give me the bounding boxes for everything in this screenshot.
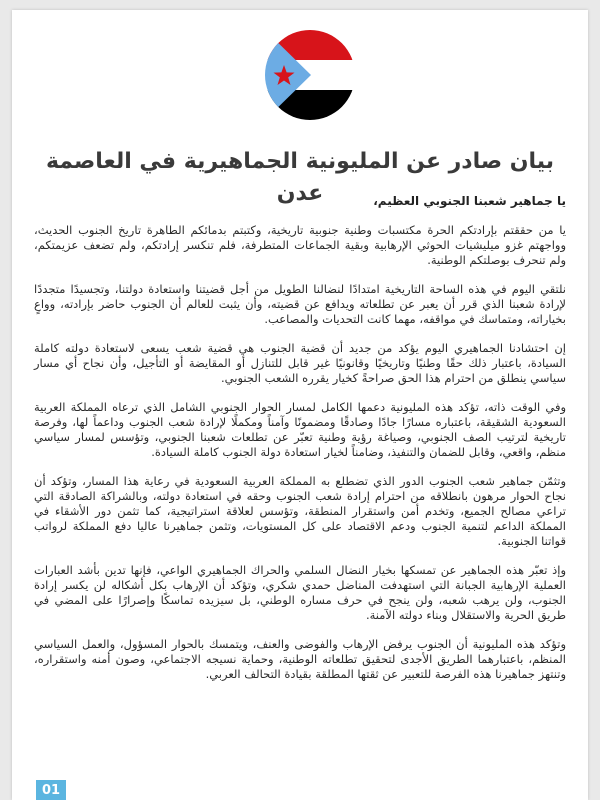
paragraph: وإذ تعبّر هذه الجماهير عن تمسكها بخيار النضال السلمي والحراك الجماهيري الواعي، فإنها تدين بأشد العبارات العملية الإرهابية الجبانة التي استهدفت المناضل حمدي شكري، وتؤكد أن الإرهاب بكل أشكاله لن يكسر إرادة الجنوب، ولن يرهب شعبه، ولن ينجح في حرف مساره الوطني، بل سيزيده تماسكًا وإصرارًا على المضي في طريق الحرية والاستقلال وبناء دولته الآمنة. [34, 563, 566, 622]
paragraph: نلتقي اليوم في هذه الساحة التاريخية امتدادًا لنضالنا الطويل من أجل قضيتنا واستعادة دولتنا، وتجسيدًا متجددًا لإرادة شعبنا الذي قرر أن يعبر عن تطلعاته ويدافع عن قضيته، وأن يثبت للعالم أن الجنوب حاضر بإرادته، وواعٍ بخياراته، ومتماسك في مواقفه، مهما كانت التحديات والمصاعب. [34, 282, 566, 326]
greeting: يا جماهير شعبنا الجنوبي العظيم، [373, 194, 566, 208]
paragraph: إن احتشادنا الجماهيري اليوم يؤكد من جديد أن قضية الجنوب هي قضية شعب يسعى لاستعادة دولته كاملة السيادة، باعتبار ذلك حقًا وطنيًا وتاريخيًا وقانونيًا غير قابل للتنازل أو المقايضة أو التأجيل، وأن نجاح أي مسار سياسي ينطلق من احترام هذا الحق صراحةً كخيار يقرره الشعب الجنوبي. [34, 341, 566, 385]
paragraph: وتؤكد هذه المليونية أن الجنوب يرفض الإرهاب والفوضى والعنف، ويتمسك بالحوار المسؤول، والعمل السياسي المنظم، باعتبارهما الطريق الأجدى لتحقيق تطلعاته الوطنية، وحماية نسيجه الاجتماعي، وصون أمنه واستقراره، وتنتهز جماهيرنا هذه الفرصة للتعبير عن ثقتها المطلقة بقيادة التحالف العربي. [34, 637, 566, 681]
paragraph: وتثمّن جماهير شعب الجنوب الدور الذي تضطلع به المملكة العربية السعودية في رعاية هذا المسار، وتؤكد أن نجاح الحوار مرهون بانطلاقه من احترام إرادة شعب الجنوب وحقه في استعادة دولته، وبالشراكة الصادقة التي تراعي مصالح الجميع، وتخدم أمن واستقرار المنطقة، وتؤسس لعلاقة استراتيجية، كما تثمن دور الأشقاء في المملكة الداعم لتنمية الجنوب ودعم الاقتصاد على كل المستويات، وتثمن جماهيرنا عاليا دفع المملكة لرواتب قواتنا الجنوبية. [34, 474, 566, 548]
document-title: بيان صادر عن المليونية الجماهيرية في العاصمة عدن [45, 149, 555, 206]
page-number-badge: 01 [36, 780, 66, 800]
paragraph: وفي الوقت ذاته، تؤكد هذه المليونية دعمها الكامل لمسار الحوار الجنوبي الشامل الذي ترعاه المملكة العربية السعودية الشقيقة، باعتباره مسارًا جادًا وصادقًا ومضمونًا وآمناً ومكملًا لإرادة شعب الجنوب وداعماً لها، وفرصة تاريخية لترتيب الصف الجنوبي، وصياغة رؤية وطنية تعبّر عن تطلعات شعبنا الجنوبي، وتؤسس لمسار سياسي منظم، واقعي، وقابل للضمان والتنفيذ، وضامناً لخيار استعادة دولة الجنوب كاملة السيادة. [34, 400, 566, 459]
paragraph: يا من حققتم بإرادتكم الحرة مكتسبات وطنية جنوبية تاريخية، وكتبتم بدمائكم الطاهرة تاريخ الجنوب الحديث، وواجهتم غزو ميليشيات الحوثي الإرهابية وبقية الجماعات المتطرفة، فلم تنكسر إرادتكم، ولم تضعف عزيمتكم، ولم تنحرف بوصلتكم الوطنية. [34, 223, 566, 267]
document-body [34, 194, 566, 696]
south-yemen-flag-icon [265, 30, 355, 120]
document-page [12, 10, 588, 800]
